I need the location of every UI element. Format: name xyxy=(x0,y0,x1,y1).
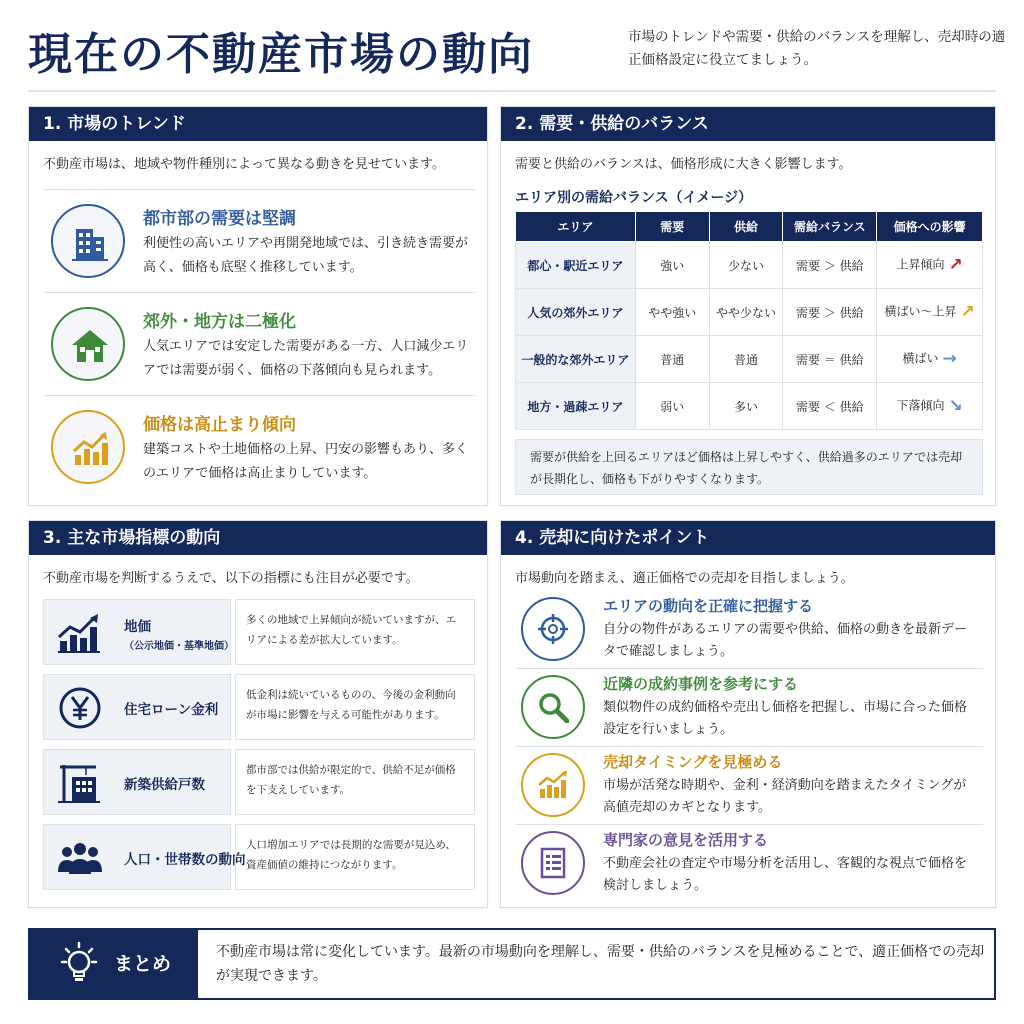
column-header: 需要 xyxy=(635,212,709,242)
point-text: 自分の物件があるエリアの需要や供給、価格の動きを最新データで確認しましょう。 xyxy=(603,622,968,659)
indicator-title: 新築供給戸数 xyxy=(124,777,205,793)
market-indicators-panel xyxy=(28,520,488,908)
impact-text: 下落傾向 xyxy=(896,398,945,413)
supply-demand-panel xyxy=(500,106,996,506)
point-text: 市場が活発な時期や、金利・経済動向を踏まえたタイミングが高値売却のカギとなります。 xyxy=(603,778,967,815)
panel-intro: 不動産市場は、地域や物件種別によって異なる動きを見せています。 xyxy=(43,157,445,172)
indicator-text: 都市部では供給が限定的で、供給不足が価格を下支えしています。 xyxy=(235,749,475,815)
supply-cell: 多い xyxy=(709,383,783,430)
balance-table xyxy=(515,211,983,430)
area-cell: 地方・過疎エリア xyxy=(516,383,636,430)
target-icon xyxy=(521,597,585,661)
balance-cell: 需要 ＝ 供給 xyxy=(783,336,877,383)
page-title: 現在の不動産市場の動向 xyxy=(28,29,534,80)
impact-text: 上昇傾向 xyxy=(896,257,945,272)
balance-cell: 需要 ＞ 供給 xyxy=(783,242,877,289)
trend-item-price xyxy=(43,395,475,498)
column-header: エリア xyxy=(516,212,636,242)
table-row xyxy=(516,383,983,430)
panel-intro: 不動産市場を判断するうえで、以下の指標にも注目が必要です。 xyxy=(43,571,419,586)
crane-building-icon xyxy=(56,761,104,805)
column-header: 価格への影響 xyxy=(877,212,983,242)
point-item-timing xyxy=(515,747,983,825)
point-title: エリアの動向を正確に把握する xyxy=(603,597,814,615)
impact-cell xyxy=(877,242,983,289)
trend-item-urban xyxy=(43,189,475,292)
trend-title: 価格は高止まり傾向 xyxy=(143,415,296,435)
rising-chart-icon xyxy=(51,410,125,484)
point-text: 類似物件の成約価格や売出し価格を把握し、市場に合った価格設定を行いましょう。 xyxy=(603,700,968,737)
indicator-subtitle: （公示地価・基準地価） xyxy=(124,640,234,652)
timing-chart-icon xyxy=(521,753,585,817)
indicator-row-interest xyxy=(43,674,475,740)
point-item-expert xyxy=(515,825,983,903)
bar-chart-icon xyxy=(56,611,104,655)
supply-cell: 普通 xyxy=(709,336,783,383)
point-item-cases xyxy=(515,669,983,747)
building-icon xyxy=(51,204,125,278)
indicator-label-box xyxy=(43,749,231,815)
column-header: 需給バランス xyxy=(783,212,877,242)
selling-points-panel xyxy=(500,520,996,908)
trend-text: 人気エリアでは安定した需要がある一方、人口減少エリアでは需要が弱く、価格の下落傾向も見られます。 xyxy=(143,339,469,378)
arrow-right-icon: → xyxy=(942,349,957,369)
yen-icon xyxy=(56,686,104,730)
summary-box xyxy=(28,928,996,1000)
indicator-label xyxy=(124,825,246,891)
indicator-label xyxy=(124,600,234,666)
column-header: 供給 xyxy=(709,212,783,242)
indicator-title: 住宅ローン金利 xyxy=(124,702,219,718)
table-header-row xyxy=(516,212,983,242)
trend-text: 建築コストや土地価格の上昇、円安の影響もあり、多くのエリアで価格は高止まりしています。 xyxy=(143,442,469,481)
people-icon xyxy=(56,836,104,880)
point-text: 不動産会社の査定や市場分析を活用し、客観的な視点で価格を検討しましょう。 xyxy=(603,856,968,893)
document-icon xyxy=(521,831,585,895)
balance-cell: 需要 ＜ 供給 xyxy=(783,383,877,430)
demand-cell: 強い xyxy=(635,242,709,289)
supply-cell: やや少ない xyxy=(709,289,783,336)
indicator-label-box xyxy=(43,599,234,665)
indicator-title: 人口・世帯数の動向 xyxy=(124,852,246,868)
impact-cell xyxy=(877,336,983,383)
arrow-up-right-icon: ↗ xyxy=(960,302,975,322)
indicator-text: 多くの地域で上昇傾向が続いていますが、エリアによる差が拡大しています。 xyxy=(235,599,475,665)
panel-heading: 4. 売却に向けたポイント xyxy=(501,521,995,555)
impact-cell xyxy=(877,383,983,430)
point-title: 売却タイミングを見極める xyxy=(603,753,783,771)
lightbulb-icon xyxy=(56,940,102,988)
area-cell: 都心・駅近エリア xyxy=(516,242,636,289)
impact-text: 横ばい〜上昇 xyxy=(884,304,957,319)
trend-text: 利便性の高いエリアや再開発地域では、引き続き需要が高く、価格も底堅く推移しています。 xyxy=(143,236,469,275)
panel-heading: 2. 需要・供給のバランス xyxy=(501,107,995,141)
trend-title: 郊外・地方は二極化 xyxy=(143,312,296,332)
area-cell: 一般的な郊外エリア xyxy=(516,336,636,383)
table-row xyxy=(516,242,983,289)
page-subtitle: 市場のトレンドや需要・供給のバランスを理解し、売却時の適正価格設定に役立てましょう。 xyxy=(628,29,1006,68)
panel-intro: 需要と供給のバランスは、価格形成に大きく影響します。 xyxy=(515,157,852,172)
indicator-text: 低金利は続いているものの、今後の金利動向が市場に影響を与える可能性があります。 xyxy=(235,674,475,740)
table-row xyxy=(516,289,983,336)
balance-note: 需要が供給を上回るエリアほど価格は上昇しやすく、供給過多のエリアでは売却が長期化し、価格も下がりやすくなります。 xyxy=(515,439,983,495)
house-icon xyxy=(51,307,125,381)
area-cell: 人気の郊外エリア xyxy=(516,289,636,336)
trend-title: 都市部の需要は堅調 xyxy=(143,209,296,229)
indicator-text: 人口増加エリアでは長期的な需要が見込め、資産価値の維持につながります。 xyxy=(235,824,475,890)
summary-label: まとめ xyxy=(114,953,172,975)
magnifier-icon xyxy=(521,675,585,739)
arrow-down-right-icon: ↘ xyxy=(948,396,963,416)
trend-item-suburban xyxy=(43,292,475,395)
table-title: エリア別の需給バランス（イメージ） xyxy=(515,190,753,206)
market-trend-panel xyxy=(28,106,488,506)
panel-heading: 1. 市場のトレンド xyxy=(29,107,487,141)
demand-cell: 普通 xyxy=(635,336,709,383)
indicator-label xyxy=(124,750,205,816)
header-divider xyxy=(28,90,996,92)
balance-cell: 需要 ＞ 供給 xyxy=(783,289,877,336)
demand-cell: やや強い xyxy=(635,289,709,336)
impact-text: 横ばい xyxy=(902,351,939,366)
panel-intro: 市場動向を踏まえ、適正価格での売却を目指しましょう。 xyxy=(515,571,854,586)
arrow-up-right-icon: ↗ xyxy=(948,255,963,275)
indicator-row-new-supply xyxy=(43,749,475,815)
summary-label-box xyxy=(30,930,198,998)
summary-text: 不動産市場は常に変化しています。最新の市場動向を理解し、需要・供給のバランスを見極めることで、適正価格での売却が実現できます。 xyxy=(216,944,985,984)
indicator-label xyxy=(124,675,218,741)
indicator-row-land-price xyxy=(43,599,475,665)
point-item-area xyxy=(515,591,983,669)
supply-cell: 少ない xyxy=(709,242,783,289)
indicator-title: 地価 xyxy=(124,618,151,635)
indicator-row-population xyxy=(43,824,475,890)
point-title: 専門家の意見を活用する xyxy=(603,831,769,849)
table-row xyxy=(516,336,983,383)
indicator-label-box xyxy=(43,824,246,890)
demand-cell: 弱い xyxy=(635,383,709,430)
indicator-label-box xyxy=(43,674,231,740)
impact-cell xyxy=(877,289,983,336)
point-title: 近隣の成約事例を参考にする xyxy=(603,675,799,693)
panel-heading: 3. 主な市場指標の動向 xyxy=(29,521,487,555)
